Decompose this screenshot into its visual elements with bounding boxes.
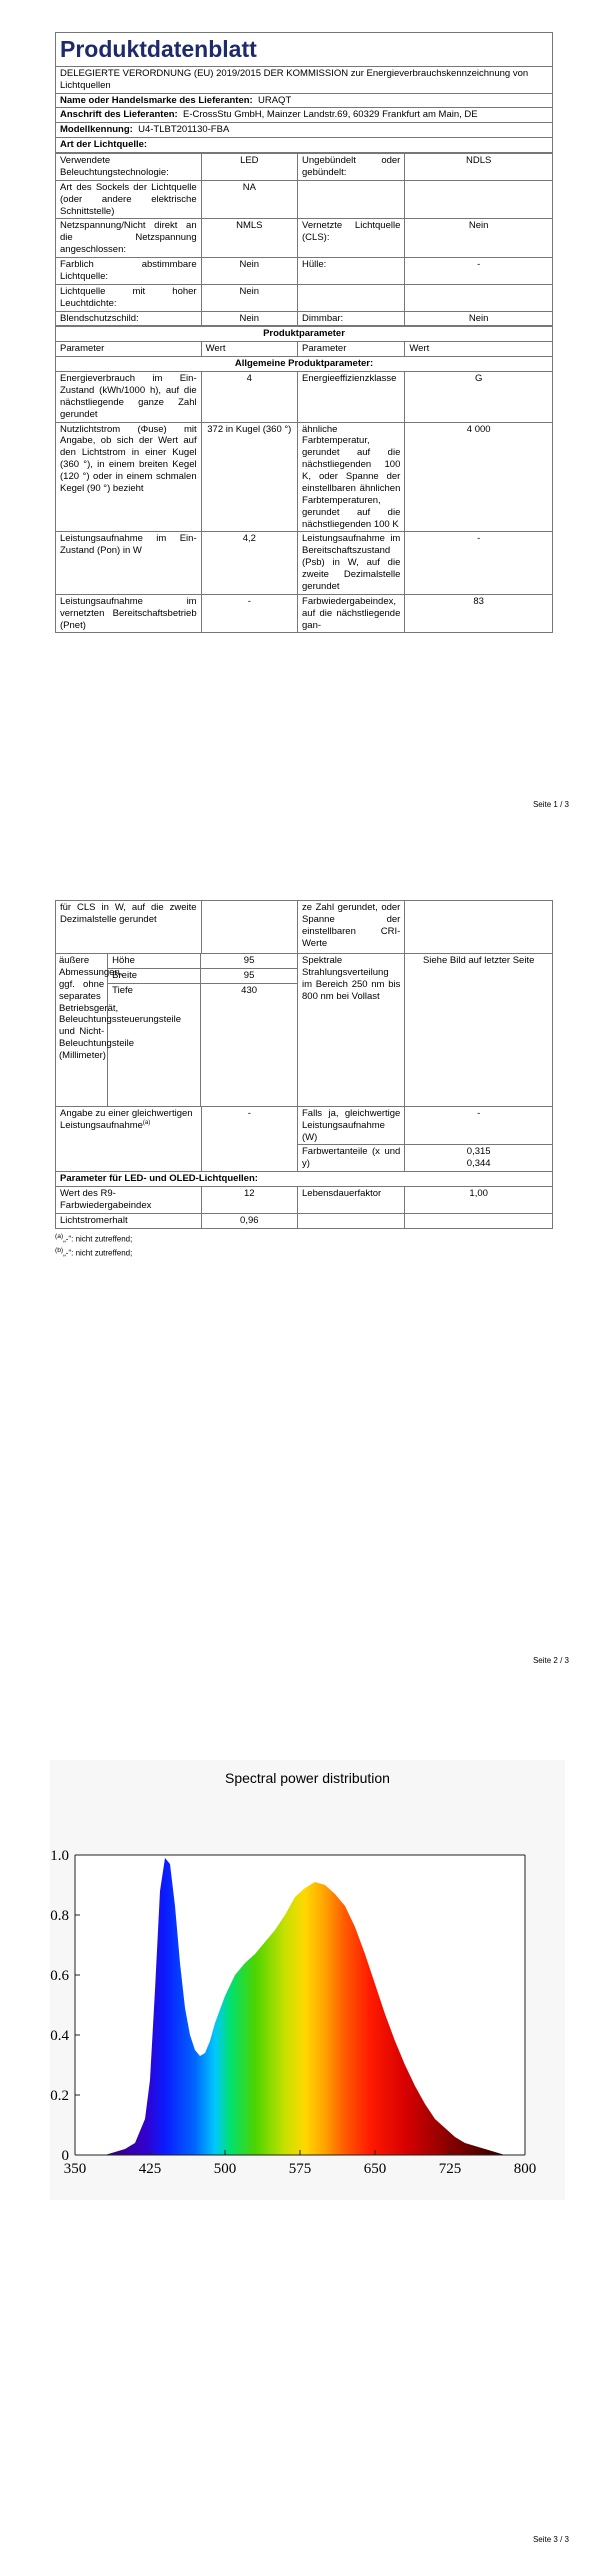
header-table: [55, 32, 553, 153]
param-value: 1,00: [405, 1187, 553, 1214]
data-point: [364, 1953, 365, 1954]
equiv-label: Angabe zu einer gleichwertigen Leistungsaufnahme: [60, 1107, 193, 1131]
table-row: [56, 532, 553, 594]
data-point: [304, 1887, 305, 1888]
data-point: [414, 2085, 415, 2086]
x-tick-label: 575: [288, 2161, 312, 2177]
param-value: -: [201, 1106, 297, 1171]
y-tick-label: 0: [61, 2148, 69, 2164]
table-row: [56, 1213, 553, 1228]
data-point: [404, 2064, 405, 2065]
supplier-label: Name oder Handelsmarke des Lieferanten:: [60, 94, 253, 106]
y-tick-label: 0.2: [50, 2088, 69, 2104]
dimension-name: Höhe: [108, 954, 201, 968]
data-point: [294, 1896, 295, 1897]
dimension-value: 430: [241, 984, 258, 996]
spectral-chart: [50, 1760, 565, 2200]
dimensions-cell: [108, 954, 298, 1107]
param-value: -: [405, 258, 553, 285]
data-point: [354, 1926, 355, 1927]
y-tick-label: 0.8: [50, 1908, 69, 1924]
param-value: NMLS: [201, 219, 297, 258]
light-source-type-header: Art der Lichtquelle:: [56, 138, 553, 153]
data-point: [184, 2007, 185, 2008]
supplier-row: [56, 93, 553, 108]
data-point: [454, 2136, 455, 2137]
table-row: [56, 954, 553, 1107]
general-params-header: Allgemeine Produktparameter:: [56, 357, 553, 372]
data-point: [464, 2142, 465, 2143]
footnote-b: [55, 1246, 553, 1260]
model-row: [56, 123, 553, 138]
product-parameters-table-continued: [55, 900, 553, 1229]
dimensions-label: äußere Abmessungen, ggf. ohne separates Betriebsgerät, Beleuchtungssteuerungsteile und Nicht-Beleuchtungsteile (Millimeter): [56, 954, 108, 1107]
data-point: [244, 1962, 245, 1963]
param-label: Energieeffizienzklasse: [298, 372, 405, 423]
param-label: Art des Sockels der Lichtquelle (oder andere elektrische Schnittstelle): [56, 180, 202, 219]
data-point: [159, 1890, 160, 1891]
param-label: Ungebündelt oder gebündelt:: [298, 154, 405, 181]
data-point: [179, 1962, 180, 1963]
param-label: Netzspannung/Nicht direkt an die Netzspannung angeschlossen:: [56, 219, 202, 258]
datasheet-body: [55, 900, 553, 1261]
data-point: [374, 1983, 375, 1984]
model-value: U4-TLBT201130-FBA: [138, 124, 230, 136]
data-point: [494, 2151, 495, 2152]
param-label: Hülle:: [298, 258, 405, 285]
param-value: 12: [201, 1187, 297, 1214]
table-row: [56, 258, 553, 285]
x-tick-label: 725: [438, 2161, 462, 2177]
table-row: [56, 422, 553, 532]
data-point: [274, 1929, 275, 1930]
param-label: Lichtstromerhalt: [56, 1213, 202, 1228]
data-point: [474, 2145, 475, 2146]
data-point: [334, 1893, 335, 1894]
table-row: [56, 1187, 553, 1214]
param-value: -: [405, 1106, 553, 1145]
table-row: [56, 180, 553, 219]
dimension-value: 95: [201, 954, 297, 968]
datasheet-page-2: [0, 880, 603, 1700]
column-header: Wert: [201, 342, 297, 357]
address-row: [56, 108, 553, 123]
param-label: Vernetzte Lichtquelle (CLS):: [298, 219, 405, 258]
param-label: ähnliche Farbtemperatur, gerundet auf die nächstliegenden 100 K, oder Spanne der einstellbaren ähnlichen Farbtemperaturen, gerundet auf die nächstliegenden 100 K: [298, 422, 405, 532]
param-value: Nein: [405, 311, 553, 326]
column-header-row: [56, 342, 553, 357]
table-row: [56, 1106, 553, 1145]
footnotes: [55, 1232, 553, 1261]
footnote-text: „-“: nicht zutreffend;: [63, 1248, 133, 1258]
table-row: [56, 219, 553, 258]
footnote-mark: (a): [55, 1232, 64, 1240]
param-value: 4,2: [201, 532, 297, 594]
column-header: Parameter: [56, 342, 202, 357]
data-point: [124, 2148, 125, 2149]
footnote-mark: (b): [55, 1247, 64, 1255]
chroma-y: 0,344: [466, 1158, 491, 1170]
param-value: Nein: [201, 258, 297, 285]
x-tick-label: 425: [138, 2161, 162, 2177]
data-point: [224, 1995, 225, 1996]
data-point: [384, 2013, 385, 2014]
data-point: [324, 1884, 325, 1885]
address-value: E-CrossStu GmbH, Mainzer Landstr.69, 60329 Frankfurt am Main, DE: [183, 109, 478, 121]
data-point: [214, 2022, 215, 2023]
data-point: [189, 2034, 190, 2035]
param-value: [405, 1213, 553, 1228]
data-point: [434, 2118, 435, 2119]
param-value: -: [201, 594, 297, 633]
param-value: [405, 180, 553, 219]
datasheet-body: [55, 32, 553, 633]
x-tick-label: 350: [63, 2161, 87, 2177]
param-label: Farblich abstimmbare Lichtquelle:: [56, 258, 202, 285]
param-value: 83: [405, 594, 553, 633]
chroma-x: 0,315: [466, 1146, 491, 1158]
data-point: [444, 2127, 445, 2128]
param-label: ze Zahl gerundet, oder Spanne der einstellbaren CRI-Werte: [298, 901, 405, 954]
param-label: Falls ja, gleichwertige Leistungsaufnahme (W): [298, 1106, 405, 1145]
param-label: [56, 1106, 202, 1171]
param-label: für CLS in W, auf die zweite Dezimalstelle gerundet: [56, 901, 202, 954]
param-value: Siehe Bild auf letzter Seite: [405, 954, 553, 1107]
param-value: -: [405, 532, 553, 594]
data-point: [209, 2040, 210, 2041]
param-value: 4: [201, 372, 297, 423]
table-row: [56, 372, 553, 423]
data-point: [154, 1989, 155, 1990]
light-source-type-table: [55, 153, 553, 326]
data-point: [344, 1905, 345, 1906]
param-label: Blendschutzschild:: [56, 311, 202, 326]
page-number: Seite 3 / 3: [532, 2535, 569, 2544]
document-title: Produktdatenblatt: [56, 33, 553, 67]
footnote-mark: (a): [142, 1119, 151, 1126]
param-value: Nein: [201, 311, 297, 326]
param-value: LED: [201, 154, 297, 181]
x-tick-label: 650: [363, 2161, 387, 2177]
data-point: [284, 1914, 285, 1915]
param-label: Leistungsaufnahme im Bereitschaftszustand (Psb) in W, auf die zweite Dezimalstelle gerundet: [298, 532, 405, 594]
dimension-value: 95: [201, 968, 297, 983]
param-label: Lichtquelle mit hoher Leuchtdichte:: [56, 284, 202, 311]
param-value: NA: [201, 180, 297, 219]
y-tick-label: 1.0: [50, 1848, 69, 1864]
param-label: Energieverbrauch im Ein-Zustand (kWh/1000 h), auf die nächstliegende ganze Zahl gerundet: [56, 372, 202, 423]
datasheet-page-1: [0, 0, 603, 830]
page-number: Seite 2 / 3: [532, 1656, 569, 1665]
param-value: NDLS: [405, 154, 553, 181]
data-point: [174, 1905, 175, 1906]
param-value: [405, 901, 553, 954]
table-row: [56, 154, 553, 181]
datasheet-page-3: [0, 1745, 603, 2560]
table-row: [56, 901, 553, 954]
param-label: Wert des R9-Farbwiedergabeindex: [56, 1187, 202, 1214]
supplier-value: URAQT: [258, 94, 292, 106]
data-point: [314, 1881, 315, 1882]
data-point: [199, 2055, 200, 2056]
param-label: Leistungsaufnahme im vernetzten Bereitschaftsbetrieb (Pnet): [56, 594, 202, 633]
data-point: [484, 2148, 485, 2149]
data-point: [254, 1953, 255, 1954]
x-tick-label: 500: [213, 2161, 237, 2177]
param-value: 0,96: [201, 1213, 297, 1228]
table-row: [56, 284, 553, 311]
product-params-header: Produktparameter: [56, 327, 553, 342]
param-value: Nein: [405, 219, 553, 258]
product-parameters-table: [55, 326, 553, 633]
data-point: [204, 2052, 205, 2053]
page-number: Seite 1 / 3: [532, 800, 569, 809]
model-label: Modellkennung:: [60, 124, 133, 136]
regulation-subtitle: DELEGIERTE VERORDNUNG (EU) 2019/2015 DER KOMMISSION zur Energieverbrauchskennzeichnung von Lichtquellen: [56, 66, 553, 93]
table-row: [56, 594, 553, 633]
param-value: Nein: [201, 284, 297, 311]
dimension-name: Breite: [108, 968, 201, 983]
param-value: [405, 1145, 553, 1172]
param-label: Lebensdauerfaktor: [298, 1187, 405, 1214]
data-point: [144, 2118, 145, 2119]
chart-svg: [50, 1760, 565, 2200]
data-point: [264, 1941, 265, 1942]
table-row: [56, 311, 553, 326]
data-point: [169, 1863, 170, 1864]
param-value: [201, 901, 297, 954]
param-value: 4 000: [405, 422, 553, 532]
data-point: [149, 2079, 150, 2080]
data-point: [194, 2049, 195, 2050]
dimension-name: Tiefe: [108, 983, 201, 1106]
chart-title: Spectral power distribution: [225, 1770, 390, 1786]
x-tick-label: 800: [513, 2161, 537, 2177]
param-value: G: [405, 372, 553, 423]
data-point: [164, 1857, 165, 1858]
param-label: Dimmbar:: [298, 311, 405, 326]
data-point: [234, 1974, 235, 1975]
data-point: [394, 2040, 395, 2041]
param-label: Farbwiedergabeindex, auf die nächstliegende gan-: [298, 594, 405, 633]
address-label: Anschrift des Lieferanten:: [60, 109, 178, 121]
footnote-text: „-“: nicht zutreffend;: [63, 1234, 133, 1244]
param-label: Spektrale Strahlungsverteilung im Bereich 250 nm bis 800 nm bei Vollast: [298, 954, 405, 1107]
data-point: [134, 2142, 135, 2143]
param-label: Verwendete Beleuchtungstechnologie:: [56, 154, 202, 181]
param-label: [298, 284, 405, 311]
column-header: Wert: [405, 342, 553, 357]
y-tick-label: 0.6: [50, 1968, 69, 1984]
param-label: Farbwertanteile (x und y): [298, 1145, 405, 1172]
param-label: [298, 180, 405, 219]
data-point: [424, 2103, 425, 2104]
param-value: 372 in Kugel (360 °): [201, 422, 297, 532]
param-label: Nutzlichtstrom (Φuse) mit Angabe, ob sich der Wert auf den Lichtstrom in einer Kugel (360 °), in einem breiten Kegel (120 °) oder in einem schmalen Kegel (90 °) bezieht: [56, 422, 202, 532]
column-header: Parameter: [298, 342, 405, 357]
param-value: [405, 284, 553, 311]
param-label: [298, 1213, 405, 1228]
footnote-a: [55, 1232, 553, 1246]
led-params-header: Parameter für LED- und OLED-Lichtquellen:: [56, 1172, 553, 1187]
param-label: Leistungsaufnahme im Ein-Zustand (Pon) in W: [56, 532, 202, 594]
y-tick-label: 0.4: [50, 2028, 69, 2044]
